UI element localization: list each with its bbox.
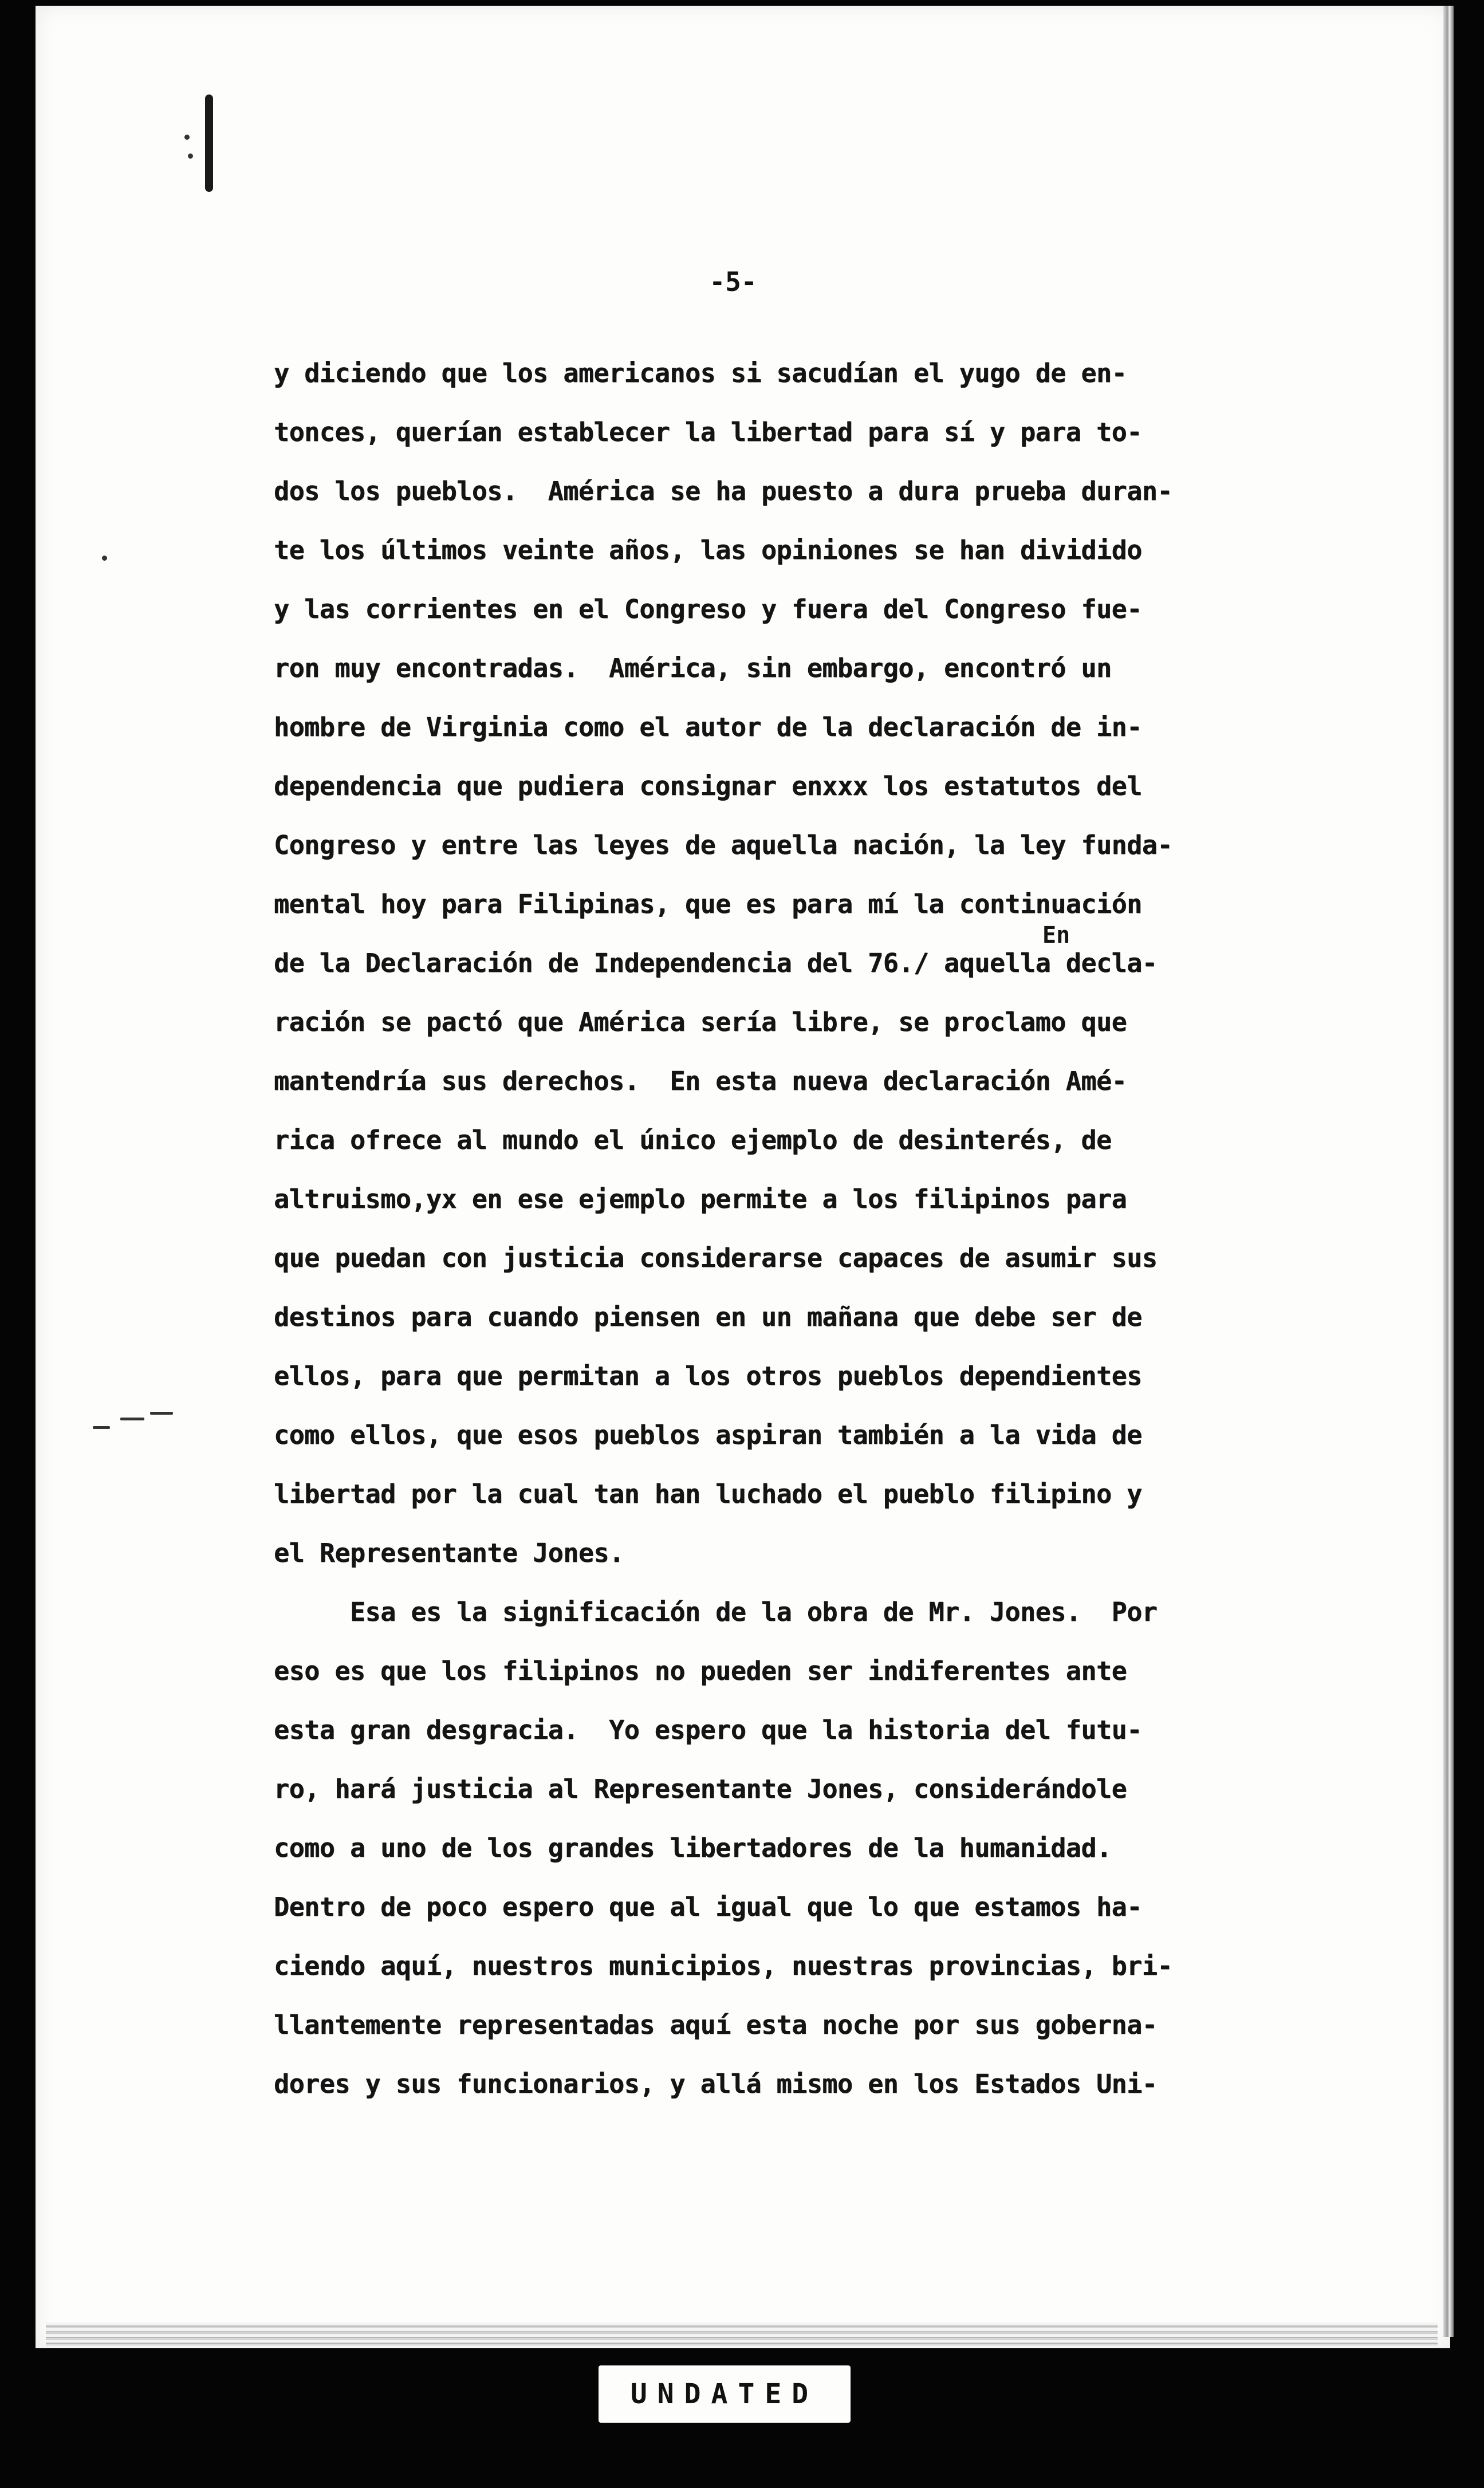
text-line: dos los pueblos. América se ha puesto a dura prueba duran- bbox=[274, 476, 1172, 506]
text-line: que puedan con justicia considerarse capaces de asumir sus bbox=[274, 1243, 1158, 1273]
text-line: el Representante Jones. bbox=[274, 1538, 624, 1568]
margin-speck bbox=[102, 556, 107, 561]
text-line: destinos para cuando piensen en un mañana que debe ser de bbox=[274, 1302, 1142, 1332]
text-line: como ellos, que esos pueblos aspiran también a la vida de bbox=[274, 1420, 1142, 1450]
margin-mark bbox=[93, 1426, 110, 1429]
text-line: altruismo,yx en ese ejemplo permite a los filipinos para bbox=[274, 1184, 1127, 1214]
text-line: eso es que los filipinos no pueden ser indiferentes ante bbox=[274, 1656, 1127, 1686]
paper-stack-edge-right bbox=[1443, 6, 1454, 2337]
text-line: y las corrientes en el Congreso y fuera del Congreso fue- bbox=[274, 594, 1142, 624]
binding-mark bbox=[205, 95, 213, 192]
page-number: -5- bbox=[709, 266, 757, 297]
margin-mark bbox=[120, 1418, 144, 1420]
text-line: te los últimos veinte años, las opiniones se han dividido bbox=[274, 535, 1142, 565]
margin-speck bbox=[188, 153, 193, 159]
text-line: Dentro de poco espero que al igual que lo que estamos ha- bbox=[274, 1892, 1142, 1922]
text-line: dores y sus funcionarios, y allá mismo en los Estados Uni- bbox=[274, 2069, 1158, 2099]
document-body bbox=[274, 344, 1305, 2113]
text-line: ración se pactó que América sería libre, se proclamo que bbox=[274, 1007, 1127, 1037]
text-line: ron muy encontradas. América, sin embargo, encontró un bbox=[274, 653, 1112, 683]
margin-mark bbox=[150, 1412, 173, 1415]
text-line: como a uno de los grandes libertadores de la humanidad. bbox=[274, 1833, 1112, 1863]
text-line: Congreso y entre las leyes de aquella nación, la ley funda- bbox=[274, 830, 1172, 860]
archive-undated-label: UNDATED bbox=[599, 2365, 851, 2423]
handwritten-insertion: En bbox=[1042, 922, 1070, 948]
text-line: mental hoy para Filipinas, que es para mí la continuación bbox=[274, 889, 1142, 919]
text-line: llantemente representadas aquí esta noche por sus goberna- bbox=[274, 2010, 1158, 2040]
text-line: rica ofrece al mundo el único ejemplo de desinterés, de bbox=[274, 1125, 1112, 1155]
text-line: esta gran desgracia. Yo espero que la historia del futu- bbox=[274, 1715, 1142, 1745]
text-line: mantendría sus derechos. En esta nueva declaración Amé- bbox=[274, 1066, 1127, 1096]
text-line: y diciendo que los americanos si sacudían el yugo de en- bbox=[274, 358, 1127, 388]
text-line: libertad por la cual tan han luchado el pueblo filipino y bbox=[274, 1479, 1142, 1509]
text-line: ciendo aquí, nuestros municipios, nuestras provincias, bri- bbox=[274, 1951, 1172, 1981]
text-line: ellos, para que permitan a los otros pueblos dependientes bbox=[274, 1361, 1142, 1391]
margin-speck bbox=[184, 135, 190, 140]
paper-stack-edge-bottom bbox=[46, 2322, 1438, 2345]
text-line: ro, hará justicia al Representante Jones, considerándole bbox=[274, 1774, 1127, 1804]
text-line: hombre de Virginia como el autor de la declaración de in- bbox=[274, 712, 1142, 742]
text-line: tonces, querían establecer la libertad para sí y para to- bbox=[274, 417, 1142, 447]
text-line: Esa es la significación de la obra de Mr. Jones. Por bbox=[274, 1597, 1158, 1627]
text-line: de la Declaración de Independencia del 76./ aquella decla- bbox=[274, 948, 1158, 978]
text-line: dependencia que pudiera consignar enxxx los estatutos del bbox=[274, 771, 1142, 801]
